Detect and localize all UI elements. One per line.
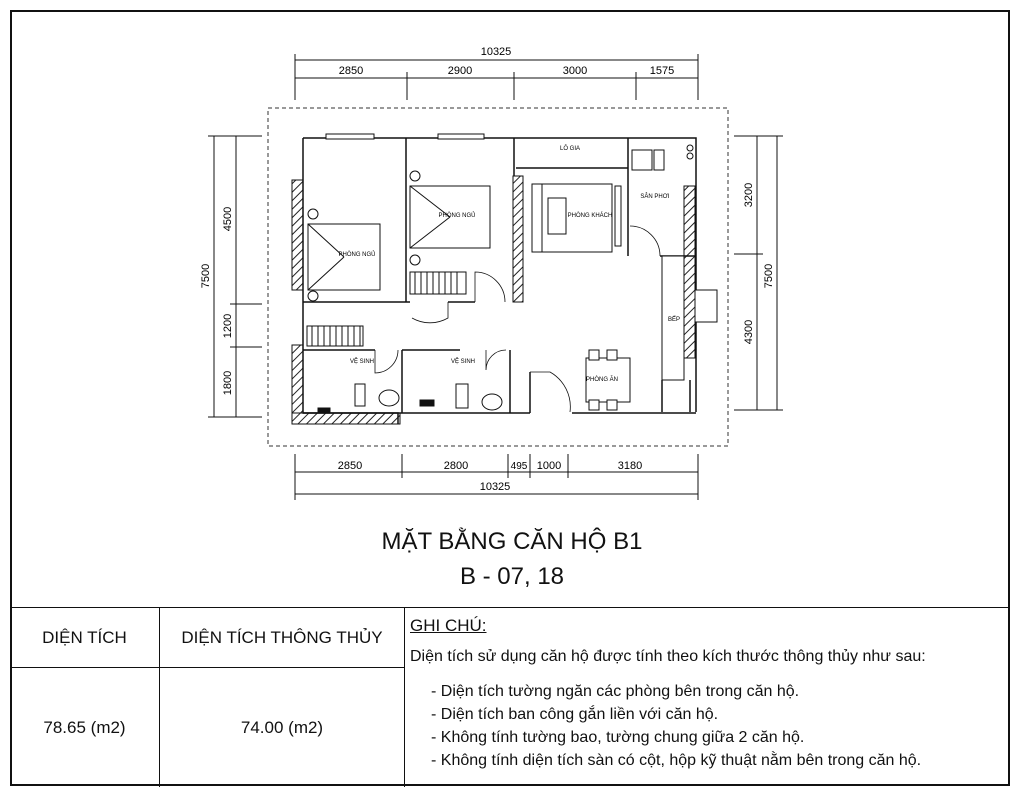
room-label-dining: PHÒNG ĂN [585,377,619,383]
page-title: MẶT BẰNG CĂN HỘ B1 [381,528,643,555]
room-label-bedroom-2: PHÒNG NGỦ [438,213,476,219]
room-label-loggia: LÔ GIA [559,146,581,152]
dim-right-1: 3200 [743,182,755,208]
header-area: DIỆN TÍCH [10,608,160,668]
room-label-drying: SÂN PHƠI [640,194,670,200]
room-label-kitchen: BẾP [667,317,681,323]
notes-heading: GHI CHÚ: [410,616,487,635]
area-value: 78.65 (m2) [10,668,160,787]
clear-area-value: 74.00 (m2) [160,668,405,787]
dimension-right [734,136,783,410]
dim-bottom-4: 1000 [536,460,562,472]
dim-top-total: 10325 [480,46,512,58]
dim-left-total: 7500 [200,263,212,289]
dim-top-1: 2850 [338,65,364,77]
dim-bottom-2: 2800 [443,460,469,472]
room-label-wc-2: VỆ SINH [450,359,476,365]
room-label-wc-1: VỆ SINH [349,359,375,365]
dim-right-2: 4300 [743,319,755,345]
note-item: - Diện tích tường ngăn các phòng bên trong căn hộ. [431,680,1008,703]
dim-left-3: 1800 [222,370,234,396]
dim-bottom-5: 3180 [617,460,643,472]
area-table [10,607,1010,786]
bath-fixtures [318,384,502,412]
note-item: - Không tính diện tích sàn có cột, hộp kỹ thuật nằm bên trong căn hộ. [431,749,1008,772]
dim-left-1: 4500 [222,206,234,232]
page-subtitle: B - 07, 18 [459,563,565,590]
dim-top-3: 3000 [562,65,588,77]
dim-top-4: 1575 [649,65,675,77]
dimension-left [208,136,262,417]
dim-bottom-1: 2850 [337,460,363,472]
notes-intro: Diện tích sử dụng căn hộ được tính theo kích thước thông thủy như sau: [410,648,926,665]
beds [307,186,490,346]
notes-list [410,680,1008,772]
notes-panel [405,608,1008,787]
hatched-walls [292,176,695,424]
dim-left-2: 1200 [222,313,234,339]
room-label-bedroom-1: PHÒNG NGỦ [338,252,376,258]
dimension-top [295,54,698,100]
dim-right-total: 7500 [763,263,775,289]
dim-bottom-total: 10325 [479,481,511,493]
header-clear-area: DIỆN TÍCH THÔNG THỦY [160,608,405,668]
room-label-living: PHÒNG KHÁCH [567,213,613,219]
dim-bottom-3: 495 [510,461,528,472]
dim-top-2: 2900 [447,65,473,77]
kitchen-furniture [632,145,717,380]
note-item: - Không tính tường bao, tường chung giữa 2 căn hộ. [431,726,1008,749]
note-item: - Diện tích ban công gắn liền với căn hộ. [431,703,1008,726]
